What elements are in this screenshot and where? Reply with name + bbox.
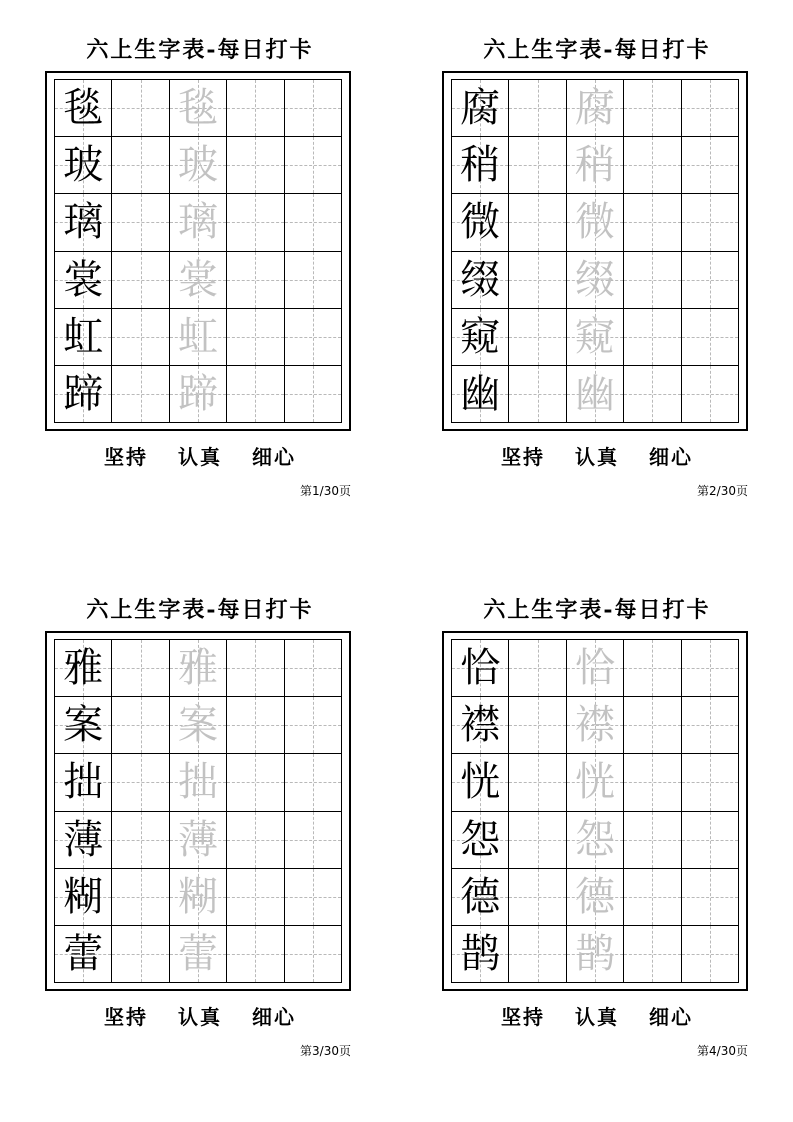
model-character: 恰: [460, 645, 501, 692]
model-character-cell: [55, 194, 112, 251]
trace-character: 蹄: [177, 370, 218, 417]
model-character: 腐: [460, 85, 501, 132]
motto-word: 认真: [575, 445, 619, 469]
trace-character: 虹: [177, 313, 218, 360]
model-character-cell: [55, 366, 112, 423]
trace-character: 璃: [177, 199, 218, 246]
model-character: 毯: [63, 85, 104, 132]
motto-word: 认真: [178, 445, 222, 469]
practice-sheet: [45, 32, 355, 512]
trace-character-cell: [170, 640, 227, 697]
empty-practice-cell: [285, 869, 342, 926]
trace-character-cell: [170, 137, 227, 194]
sheet-title: 六上生字表-每日打卡: [86, 597, 314, 623]
model-character: 恍: [460, 759, 501, 806]
sheet-title: 六上生字表-每日打卡: [86, 37, 314, 63]
grid-frame: [442, 71, 748, 431]
empty-practice-cell: [624, 640, 681, 697]
empty-practice-cell: [227, 366, 284, 423]
model-character: 薄: [63, 816, 104, 863]
grid-frame: [45, 71, 351, 431]
empty-practice-cell: [285, 80, 342, 137]
trace-character: 稍: [574, 142, 615, 189]
empty-practice-cell: [227, 869, 284, 926]
empty-practice-cell: [112, 754, 169, 811]
empty-practice-cell: [285, 754, 342, 811]
tian-grid: [451, 639, 739, 983]
empty-practice-cell: [682, 697, 739, 754]
tian-grid: [54, 639, 342, 983]
trace-character: 鹊: [574, 930, 615, 977]
model-character: 蹄: [63, 370, 104, 417]
trace-character: 恰: [574, 645, 615, 692]
empty-practice-cell: [624, 194, 681, 251]
model-character: 糊: [63, 873, 104, 920]
empty-practice-cell: [112, 194, 169, 251]
model-character: 襟: [460, 702, 501, 749]
empty-practice-cell: [112, 926, 169, 983]
empty-practice-cell: [624, 366, 681, 423]
trace-character: 腐: [574, 85, 615, 132]
empty-practice-cell: [227, 926, 284, 983]
trace-character-cell: [170, 812, 227, 869]
trace-character: 蕾: [177, 930, 218, 977]
motto-word: 坚持: [501, 445, 545, 469]
empty-practice-cell: [285, 640, 342, 697]
trace-character: 缀: [574, 256, 615, 303]
model-character: 拙: [63, 759, 104, 806]
empty-practice-cell: [112, 137, 169, 194]
empty-practice-cell: [624, 754, 681, 811]
trace-character: 毯: [177, 85, 218, 132]
model-character-cell: [55, 80, 112, 137]
model-character: 雅: [63, 645, 104, 692]
model-character-cell: [452, 812, 509, 869]
trace-character-cell: [567, 869, 624, 926]
model-character-cell: [55, 697, 112, 754]
trace-character: 幽: [574, 370, 615, 417]
motto-word: 认真: [575, 1005, 619, 1029]
tian-grid: [451, 79, 739, 423]
empty-practice-cell: [509, 137, 566, 194]
trace-character-cell: [567, 137, 624, 194]
trace-character-cell: [567, 754, 624, 811]
trace-character: 微: [574, 199, 615, 246]
sheet-title: 六上生字表-每日打卡: [483, 37, 711, 63]
empty-practice-cell: [682, 80, 739, 137]
trace-character-cell: [170, 869, 227, 926]
empty-practice-cell: [227, 80, 284, 137]
model-character-cell: [452, 869, 509, 926]
trace-character-cell: [567, 252, 624, 309]
empty-practice-cell: [682, 926, 739, 983]
model-character: 案: [63, 702, 104, 749]
empty-practice-cell: [285, 309, 342, 366]
empty-practice-cell: [285, 366, 342, 423]
trace-character-cell: [567, 812, 624, 869]
empty-practice-cell: [682, 194, 739, 251]
empty-practice-cell: [509, 80, 566, 137]
model-character-cell: [55, 754, 112, 811]
motto-word: 细心: [649, 445, 693, 469]
empty-practice-cell: [624, 869, 681, 926]
empty-practice-cell: [509, 194, 566, 251]
trace-character-cell: [567, 366, 624, 423]
empty-practice-cell: [624, 697, 681, 754]
trace-character-cell: [567, 697, 624, 754]
empty-practice-cell: [509, 754, 566, 811]
motto: [442, 440, 752, 474]
motto-word: 认真: [178, 1005, 222, 1029]
empty-practice-cell: [227, 754, 284, 811]
empty-practice-cell: [285, 137, 342, 194]
empty-practice-cell: [624, 926, 681, 983]
model-character-cell: [452, 754, 509, 811]
motto-word: 细心: [252, 445, 296, 469]
empty-practice-cell: [227, 697, 284, 754]
motto: [442, 1000, 752, 1034]
tian-grid: [54, 79, 342, 423]
trace-character: 恍: [574, 759, 615, 806]
empty-practice-cell: [285, 194, 342, 251]
model-character-cell: [452, 137, 509, 194]
empty-practice-cell: [112, 869, 169, 926]
empty-practice-cell: [682, 366, 739, 423]
page-number: 第2/30页: [697, 484, 748, 498]
empty-practice-cell: [509, 869, 566, 926]
trace-character-cell: [567, 926, 624, 983]
model-character-cell: [55, 869, 112, 926]
model-character: 微: [460, 199, 501, 246]
trace-character: 德: [574, 873, 615, 920]
grid-frame: [442, 631, 748, 991]
trace-character: 案: [177, 702, 218, 749]
practice-sheet: [442, 32, 752, 512]
model-character-cell: [452, 194, 509, 251]
empty-practice-cell: [227, 194, 284, 251]
empty-practice-cell: [227, 309, 284, 366]
model-character: 怨: [460, 816, 501, 863]
empty-practice-cell: [682, 812, 739, 869]
model-character: 稍: [460, 142, 501, 189]
empty-practice-cell: [112, 252, 169, 309]
model-character-cell: [55, 640, 112, 697]
empty-practice-cell: [227, 252, 284, 309]
trace-character-cell: [170, 754, 227, 811]
model-character-cell: [55, 812, 112, 869]
trace-character-cell: [170, 80, 227, 137]
practice-sheet: [45, 592, 355, 1072]
trace-character: 襟: [574, 702, 615, 749]
model-character-cell: [55, 252, 112, 309]
empty-practice-cell: [624, 252, 681, 309]
grid-frame: [45, 631, 351, 991]
model-character: 窥: [460, 313, 501, 360]
model-character-cell: [452, 80, 509, 137]
page-number: 第3/30页: [300, 1044, 351, 1058]
trace-character: 裳: [177, 256, 218, 303]
model-character-cell: [452, 309, 509, 366]
empty-practice-cell: [227, 812, 284, 869]
empty-practice-cell: [285, 812, 342, 869]
model-character: 虹: [63, 313, 104, 360]
model-character: 德: [460, 873, 501, 920]
model-character: 裳: [63, 256, 104, 303]
trace-character-cell: [567, 80, 624, 137]
model-character: 璃: [63, 199, 104, 246]
page-number: 第4/30页: [697, 1044, 748, 1058]
empty-practice-cell: [624, 80, 681, 137]
trace-character-cell: [567, 640, 624, 697]
empty-practice-cell: [624, 137, 681, 194]
model-character-cell: [55, 309, 112, 366]
empty-practice-cell: [112, 309, 169, 366]
trace-character: 薄: [177, 816, 218, 863]
empty-practice-cell: [509, 640, 566, 697]
trace-character: 怨: [574, 816, 615, 863]
empty-practice-cell: [682, 869, 739, 926]
motto-word: 细心: [252, 1005, 296, 1029]
motto-word: 坚持: [501, 1005, 545, 1029]
sheet-title: 六上生字表-每日打卡: [483, 597, 711, 623]
model-character-cell: [452, 926, 509, 983]
trace-character-cell: [567, 194, 624, 251]
empty-practice-cell: [112, 80, 169, 137]
model-character-cell: [55, 137, 112, 194]
empty-practice-cell: [112, 697, 169, 754]
model-character: 鹊: [460, 930, 501, 977]
trace-character-cell: [170, 309, 227, 366]
empty-practice-cell: [227, 640, 284, 697]
empty-practice-cell: [112, 640, 169, 697]
trace-character: 雅: [177, 645, 218, 692]
empty-practice-cell: [509, 812, 566, 869]
empty-practice-cell: [509, 252, 566, 309]
empty-practice-cell: [285, 926, 342, 983]
empty-practice-cell: [509, 309, 566, 366]
empty-practice-cell: [112, 366, 169, 423]
motto-word: 细心: [649, 1005, 693, 1029]
model-character-cell: [452, 252, 509, 309]
empty-practice-cell: [227, 137, 284, 194]
practice-sheet: [442, 592, 752, 1072]
empty-practice-cell: [682, 754, 739, 811]
empty-practice-cell: [624, 812, 681, 869]
empty-practice-cell: [509, 366, 566, 423]
trace-character: 玻: [177, 142, 218, 189]
model-character: 蕾: [63, 930, 104, 977]
empty-practice-cell: [624, 309, 681, 366]
model-character-cell: [452, 697, 509, 754]
trace-character-cell: [170, 697, 227, 754]
empty-practice-cell: [682, 252, 739, 309]
trace-character: 窥: [574, 313, 615, 360]
motto: [45, 440, 355, 474]
empty-practice-cell: [682, 309, 739, 366]
trace-character-cell: [170, 194, 227, 251]
model-character: 幽: [460, 370, 501, 417]
empty-practice-cell: [682, 640, 739, 697]
trace-character-cell: [170, 366, 227, 423]
empty-practice-cell: [285, 697, 342, 754]
trace-character-cell: [567, 309, 624, 366]
empty-practice-cell: [112, 812, 169, 869]
model-character-cell: [452, 366, 509, 423]
trace-character: 糊: [177, 873, 218, 920]
empty-practice-cell: [682, 137, 739, 194]
trace-character: 拙: [177, 759, 218, 806]
trace-character-cell: [170, 252, 227, 309]
empty-practice-cell: [285, 252, 342, 309]
page-number: 第1/30页: [300, 484, 351, 498]
model-character: 玻: [63, 142, 104, 189]
model-character-cell: [55, 926, 112, 983]
motto-word: 坚持: [104, 445, 148, 469]
model-character-cell: [452, 640, 509, 697]
model-character: 缀: [460, 256, 501, 303]
empty-practice-cell: [509, 926, 566, 983]
empty-practice-cell: [509, 697, 566, 754]
trace-character-cell: [170, 926, 227, 983]
motto-word: 坚持: [104, 1005, 148, 1029]
motto: [45, 1000, 355, 1034]
